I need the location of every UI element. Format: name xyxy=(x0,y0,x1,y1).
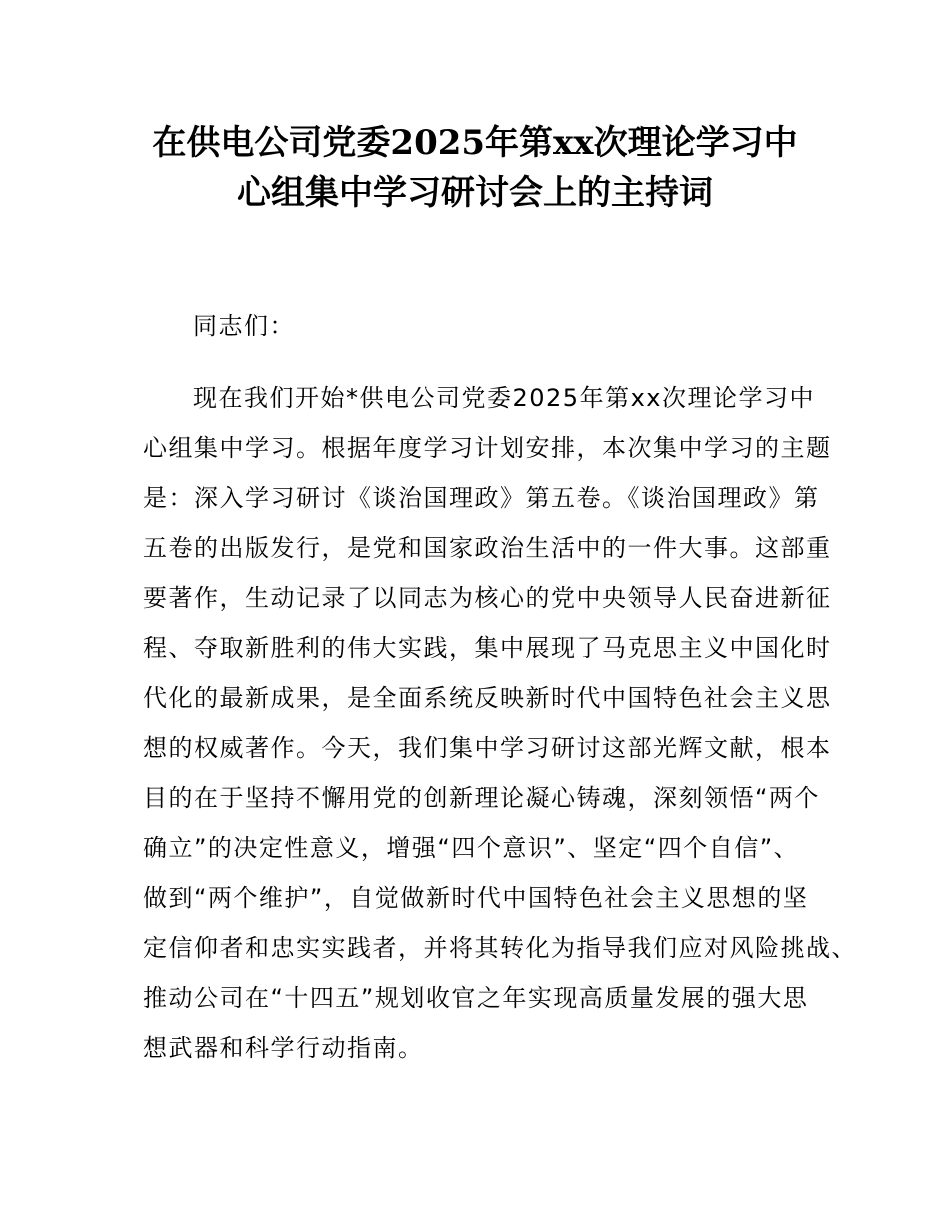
salutation: 同志们： xyxy=(193,312,295,340)
document-body xyxy=(143,308,857,1080)
paragraph-line: 现在我们开始*供电公司党委2025年第xx次理论学习中 xyxy=(193,384,815,412)
paragraph-line: 代化的最新成果，是全面系统反映新时代中国特色社会主义思 xyxy=(143,684,832,712)
paragraph-line: 五卷的出版发行，是党和国家政治生活中的一件大事。这部重 xyxy=(143,534,832,562)
paragraph-line: 目的在于坚持不懈用党的创新理论凝心铸魂，深刻领悟“两个 xyxy=(143,784,820,812)
paragraph-line: 想的权威著作。今天，我们集中学习研讨这部光辉文献，根本 xyxy=(143,734,832,762)
paragraph-line: 程、夺取新胜利的伟大实践，集中展现了马克思主义中国化时 xyxy=(143,634,832,662)
paragraph-line: 推动公司在“十四五”规划收官之年实现高质量发展的强大思 xyxy=(143,984,809,1012)
paragraph-line: 要著作，生动记录了以同志为核心的党中央领导人民奋进新征 xyxy=(143,584,832,612)
paragraph-line: 是：深入学习研讨《谈治国理政》第五卷。《谈治国理政》第 xyxy=(143,484,820,512)
title-line-1: 在供电公司党委2025年第xx次理论学习中 xyxy=(152,123,798,163)
paragraph-1 xyxy=(143,380,857,1080)
paragraph-line: 做到“两个维护”，自觉做新时代中国特色社会主义思想的坚 xyxy=(143,884,809,912)
paragraph-line: 确立”的决定性意义，增强“四个意识”、坚定“四个自信”、 xyxy=(143,834,800,862)
paragraph-line: 定信仰者和忠实实践者，并将其转化为指导我们应对风险挑战、 xyxy=(143,934,857,962)
paragraph-line: 想武器和科学行动指南。 xyxy=(143,1034,424,1062)
document-title xyxy=(0,118,950,218)
title-line-2: 心组集中学习研讨会上的主持词 xyxy=(237,173,713,213)
paragraph-line: 心组集中学习。根据年度学习计划安排，本次集中学习的主题 xyxy=(143,434,832,462)
